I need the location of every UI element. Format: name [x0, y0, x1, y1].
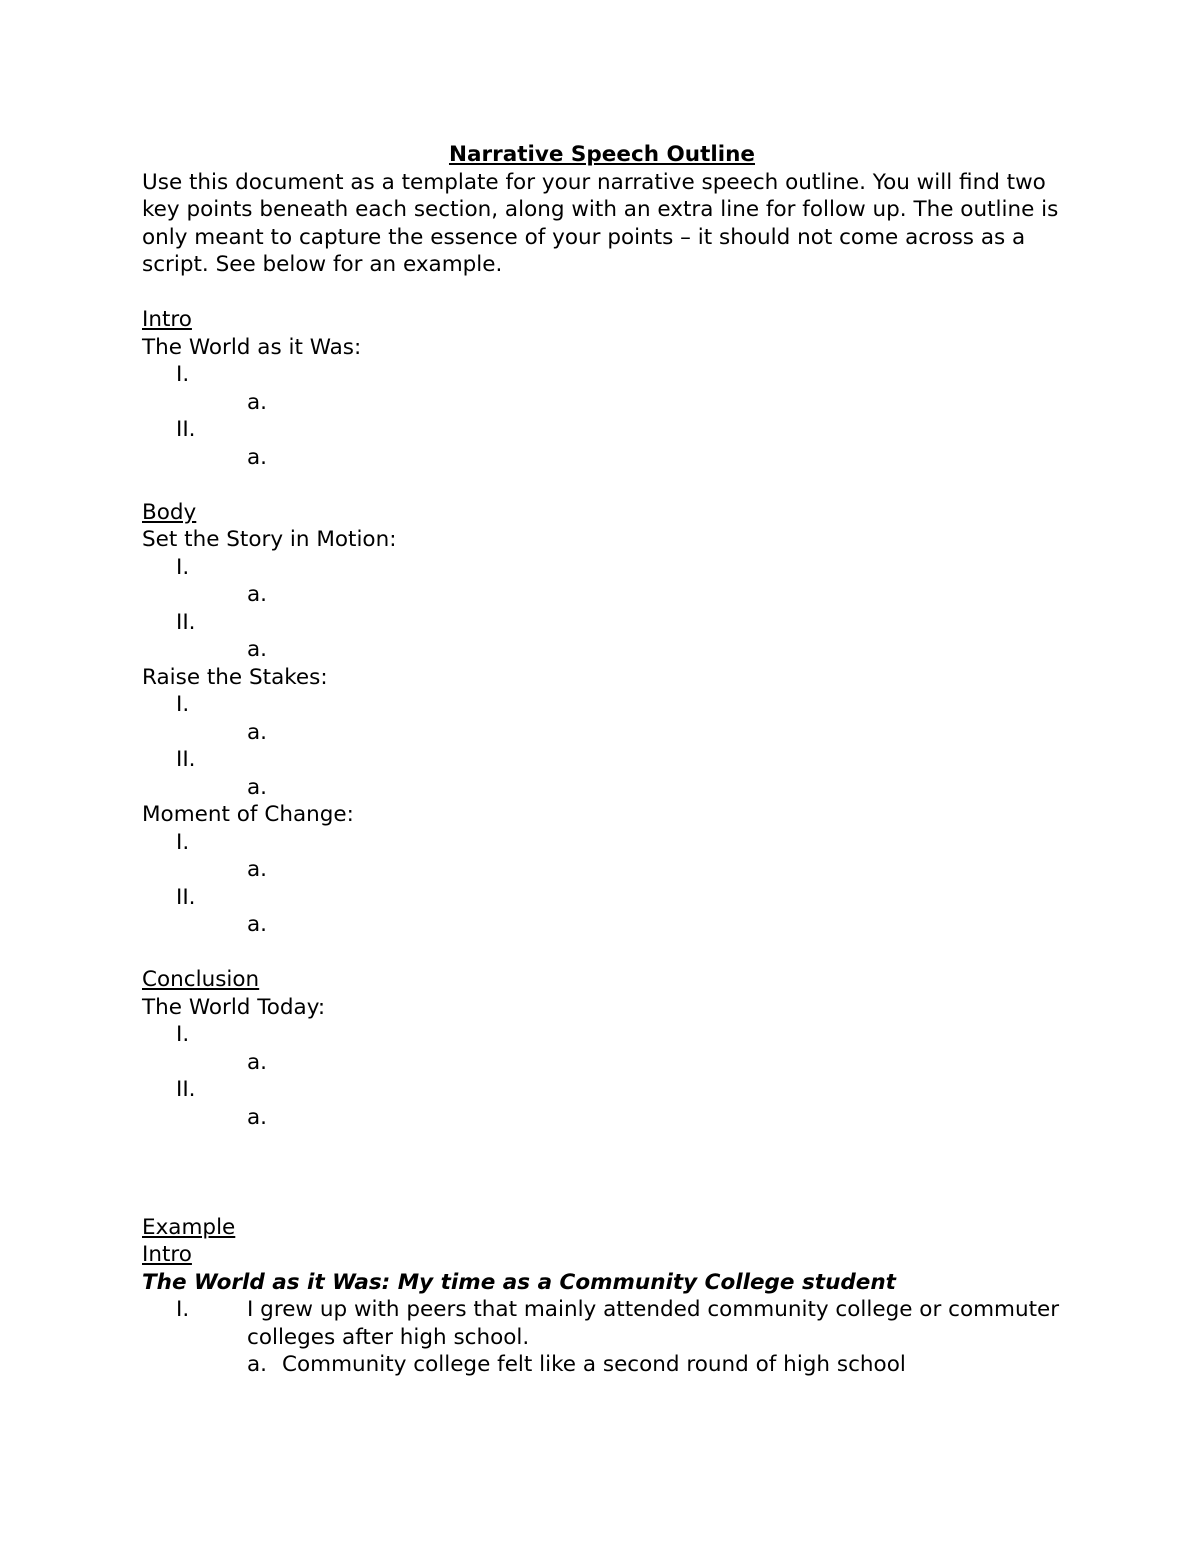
world-today-subheading: The World Today:	[142, 994, 326, 1020]
blank-line	[142, 279, 1062, 307]
outline-point	[142, 554, 1062, 582]
outline-subpoint	[142, 856, 1062, 884]
example-subpoint-text: Community college felt like a second round of high school	[282, 1352, 906, 1377]
roman-numeral: I.	[176, 1022, 190, 1047]
sub-letter: a.	[247, 1104, 268, 1130]
sub-letter: a.	[247, 444, 268, 470]
outline-subpoint	[142, 719, 1062, 747]
sub-letter: a.	[247, 1049, 268, 1075]
conclusion-heading: Conclusion	[142, 967, 260, 992]
outline-point	[142, 1076, 1062, 1104]
instructions-paragraph: Use this document as a template for your narrative speech outline. You will find two key points beneath each section, along with an extra line for follow up. The outline is only meant to capture the essence of your points – it should not come across as a script. See below for an example.	[142, 169, 1059, 277]
sub-letter: a.	[247, 582, 268, 607]
world-as-it-was-subheading: The World as it Was:	[142, 334, 362, 360]
outline-subpoint	[142, 581, 1062, 609]
roman-numeral: I.	[176, 829, 190, 855]
roman-numeral: I.	[176, 362, 190, 387]
outline-subpoint	[142, 774, 1062, 802]
outline-point	[142, 829, 1062, 857]
example-subheading: The World as it Was: My time as a Community College student	[142, 1269, 896, 1295]
moment-of-change-subheading: Moment of Change:	[142, 802, 354, 827]
body-heading: Body	[142, 499, 197, 525]
example-point-text: I grew up with peers that mainly attended community college or commuter colleges after high school.	[247, 1297, 1060, 1350]
roman-numeral: II.	[176, 417, 196, 442]
outline-subpoint	[142, 911, 1062, 939]
roman-numeral: II.	[176, 1077, 196, 1102]
sub-letter: a.	[247, 389, 268, 415]
roman-numeral: I.	[176, 692, 190, 717]
outline-point	[142, 1021, 1062, 1049]
outline-point	[142, 884, 1062, 912]
sub-letter: a.	[247, 1352, 268, 1377]
intro-heading: Intro	[142, 307, 192, 332]
outline-subpoint	[142, 636, 1062, 664]
outline-point	[142, 416, 1062, 444]
raise-the-stakes-subheading: Raise the Stakes:	[142, 664, 328, 690]
sub-letter: a.	[247, 774, 268, 800]
outline-point	[142, 609, 1062, 637]
roman-numeral: I.	[176, 554, 190, 580]
example-heading: Example	[142, 1214, 236, 1240]
roman-numeral: I.	[176, 1297, 190, 1322]
blank-line	[142, 471, 1062, 499]
sub-letter: a.	[247, 912, 268, 937]
blank-line	[142, 939, 1062, 967]
story-in-motion-subheading: Set the Story in Motion:	[142, 527, 397, 552]
example-point	[142, 1296, 1062, 1351]
sub-letter: a.	[247, 637, 268, 662]
blank-line	[142, 1131, 1062, 1159]
document-title: Narrative Speech Outline	[448, 142, 755, 167]
outline-subpoint	[142, 1049, 1062, 1077]
outline-subpoint	[142, 1104, 1062, 1132]
outline-point	[142, 691, 1062, 719]
outline-point	[142, 361, 1062, 389]
roman-numeral: II.	[176, 747, 196, 772]
blank-line	[142, 1159, 1062, 1187]
outline-subpoint	[142, 444, 1062, 472]
blank-line	[142, 1186, 1062, 1214]
example-intro-heading: Intro	[142, 1242, 192, 1267]
roman-numeral: II.	[176, 609, 196, 635]
roman-numeral: II.	[176, 884, 196, 910]
outline-point	[142, 746, 1062, 774]
sub-letter: a.	[247, 719, 268, 745]
sub-letter: a.	[247, 857, 268, 882]
document-content	[142, 141, 1062, 1379]
outline-subpoint	[142, 389, 1062, 417]
example-subpoint	[142, 1351, 1062, 1379]
